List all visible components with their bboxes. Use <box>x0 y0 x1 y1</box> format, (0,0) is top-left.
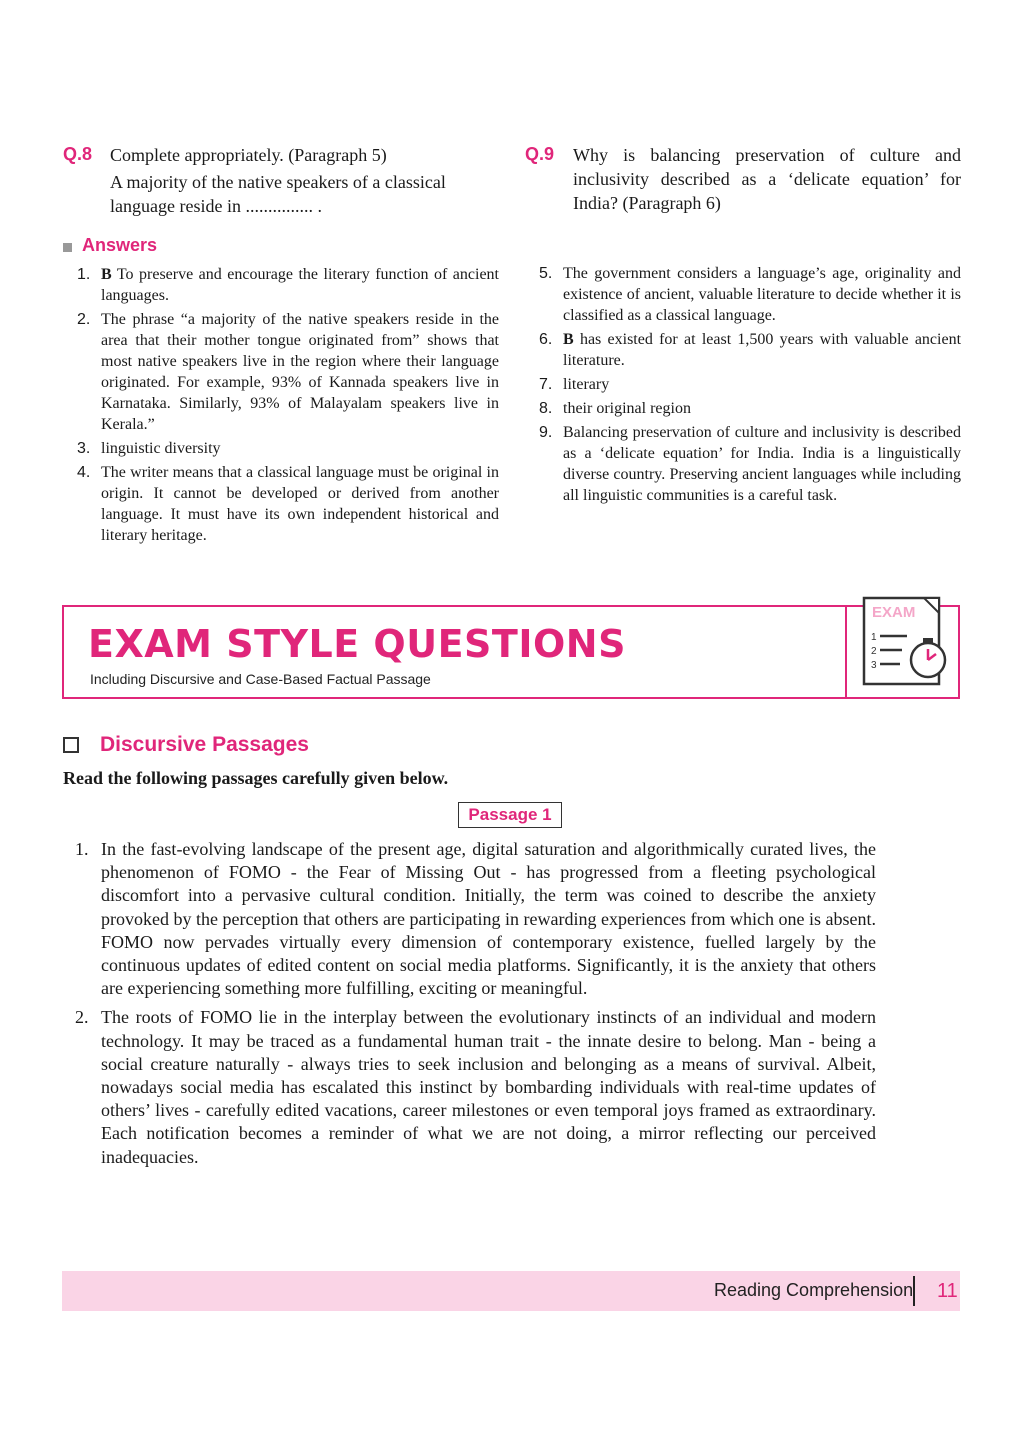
passage-paragraph <box>63 1006 876 1168</box>
answer-item <box>63 264 499 306</box>
question-number: Q.8 <box>63 144 93 164</box>
question-text: Why is balancing preservation of culture and inclusivity described as a ‘delicate equation’ for India? (Paragraph 6) <box>573 145 961 213</box>
answer-text: has existed for at least 1,500 years with valuable ancient literature. <box>563 331 962 369</box>
question-prompt: A majority of the native speakers of a classical language reside in ............... . <box>110 172 446 216</box>
answer-text: The government considers a language’s age, originality and existence of ancient, valuable literature to decide whether it is classified as a classical language. <box>563 265 961 324</box>
answer-number: 3. <box>77 440 91 457</box>
answer-text: Balancing preservation of culture and inclusivity is described as a ‘delicate equation’ for India. India is a linguistically diverse country. Preserving ancient languages while including all linguistic communities is a careful task. <box>563 424 961 504</box>
exam-banner-divider <box>845 605 847 699</box>
answer-item <box>63 438 499 459</box>
answer-item <box>63 309 499 435</box>
answer-text: To preserve and encourage the literary function of ancient languages. <box>101 266 500 304</box>
passage-paragraph <box>63 838 876 1000</box>
answers-heading <box>63 235 157 256</box>
answer-option: B <box>563 331 574 348</box>
exam-banner-title: EXAM STYLE QUESTIONS <box>88 622 626 666</box>
answer-text: their original region <box>563 400 691 417</box>
footer-separator <box>913 1276 915 1306</box>
answer-number: 9. <box>539 424 553 441</box>
answer-number: 7. <box>539 376 553 393</box>
answers-left-column <box>63 264 499 549</box>
exam-icon-num: 1 <box>871 632 877 643</box>
answer-number: 1. <box>77 266 91 283</box>
answer-text: linguistic diversity <box>101 440 221 457</box>
answer-item <box>525 329 961 371</box>
answer-number: 4. <box>77 464 91 481</box>
passage-label: Passage 1 <box>458 802 562 828</box>
answer-item <box>63 462 499 546</box>
question-text: Complete appropriately. (Paragraph 5) <box>110 145 387 165</box>
answer-item <box>525 374 961 395</box>
square-bullet-icon <box>63 243 72 252</box>
answer-number: 6. <box>539 331 553 348</box>
answer-text: The writer means that a classical language must be original in origin. It cannot be developed or derived from another language. It must have its own independent historical and literary heritage. <box>101 464 499 544</box>
paragraph-text: The roots of FOMO lie in the interplay between the evolutionary instincts of an individual and modern technology. It may be traced as a fundamental human trait - the innate desire to belong. Man - being a social creature naturally - always tries to seek inclusion and belonging as a means of survival. Albeit, nowadays social media has escalated this instinct by bombarding individuals with real-time updates of others’ lives - carefully edited vacations, career milestones or even temporal joys framed as extraordinary. Each notification becomes a reminder of what we are not doing, a mirror reflecting our perceived inadequacies. <box>101 1007 876 1167</box>
answer-option: B <box>101 266 112 283</box>
answer-item <box>525 398 961 419</box>
answer-number: 2. <box>77 311 91 328</box>
answer-text: The phrase “a majority of the native speakers reside in the area that their mother tongue originated from” shows that most native speakers live in the region where their language originated. For example, 93% of Kannada speakers live in Karnataka. Similarly, 93% of Malayalam speakers live in Kerala.” <box>101 311 499 433</box>
checkbox-icon <box>63 737 79 753</box>
exam-banner-subtitle: Including Discursive and Case-Based Factual Passage <box>90 671 431 687</box>
paragraph-number: 1. <box>75 839 89 859</box>
answer-item <box>525 422 961 506</box>
question-number: Q.9 <box>525 144 555 164</box>
paragraph-number: 2. <box>75 1007 89 1028</box>
passage-body <box>63 838 876 1175</box>
answer-item <box>525 263 961 326</box>
answer-text: literary <box>563 376 610 393</box>
paragraph-text: In the fast-evolving landscape of the present age, digital saturation and algorithmically curated lives, the phenomenon of FOMO - the Fear of Missing Out - has progressed from a fleeting psychological discomfort into a pervasive cultural condition. Initially, the term was coined to describe the anxiety provoked by the perception that others are participating in rewarding experiences from which one is absent. FOMO now pervades virtually every dimension of contemporary existence, fuelled largely by the continuous updates of edited content on social media platforms. Significantly, it is the anxiety that others are experiencing something more fulfilling, exciting or meaningful. <box>101 839 876 999</box>
exam-icon-num: 3 <box>871 660 877 671</box>
exam-icon-label: EXAM <box>872 604 916 621</box>
instruction-text: Read the following passages carefully given below. <box>63 768 449 788</box>
answer-number: 8. <box>539 400 553 417</box>
section-heading: Discursive Passages <box>100 733 309 756</box>
footer-section-title: Reading Comprehension <box>714 1280 914 1300</box>
page-number: 11 <box>937 1280 958 1302</box>
answers-heading-text: Answers <box>82 235 158 255</box>
exam-icon-num: 2 <box>871 646 877 657</box>
exam-clipboard-icon <box>862 596 952 696</box>
answers-right-column <box>525 263 961 509</box>
answer-number: 5. <box>539 265 553 282</box>
